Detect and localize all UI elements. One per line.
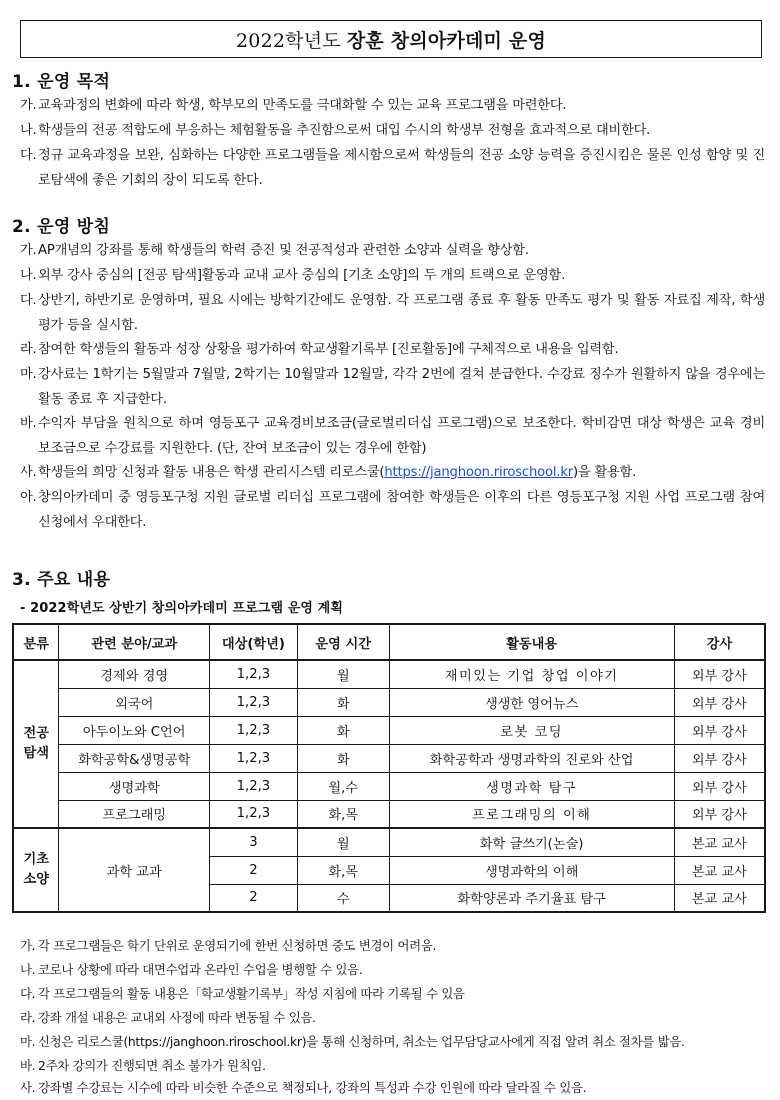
field-cell: 생명과학 (59, 772, 210, 800)
activity-cell: 화학공학과 생명과학의 진로와 산업 (389, 744, 674, 772)
note-marker: 사. (20, 1080, 36, 1095)
item-text (38, 461, 765, 486)
title-text: 장훈 창의아카데미 운영 (346, 29, 546, 52)
table-row (13, 688, 765, 716)
purpose-item (20, 119, 765, 144)
item-text: 외부 강사 중심의 [전공 탐색]활동과 교내 교사 중심의 [기초 소양]의 두 개의 트랙으로 운영함. (38, 268, 566, 283)
time-cell: 화,목 (297, 800, 389, 828)
grade-cell: 2 (210, 856, 298, 884)
header-cell: 운영 시간 (297, 624, 389, 660)
table-row (13, 716, 765, 744)
item-text: 교육과정의 변화에 따라 학생, 학부모의 만족도를 극대화할 수 있는 교육 프로그램을 마련한다. (38, 98, 567, 113)
section-1-heading: 1. 운영 목적 (12, 72, 111, 92)
field-cell: 화학공학&생명공학 (59, 744, 210, 772)
document-title-box (20, 20, 762, 58)
note-item (20, 1076, 765, 1100)
item-marker: 사. (20, 465, 37, 480)
item-marker: 바. (20, 416, 37, 431)
note-item (20, 958, 765, 982)
category-cell (13, 660, 59, 828)
field-cell: 경제와 경영 (59, 660, 210, 688)
time-cell: 화 (297, 688, 389, 716)
instructor-cell: 본교 교사 (674, 856, 765, 884)
note-marker: 바. (20, 1058, 36, 1073)
time-cell: 화,목 (297, 856, 389, 884)
instructor-cell: 외부 강사 (674, 688, 765, 716)
riroschool-link[interactable]: https://janghoon.riroschool.kr (384, 465, 573, 480)
item-text: 창의아카데미 중 영등포구청 지원 글로벌 리더십 프로그램에 참여한 학생들은 이후의 다른 영등포구청 지원 사업 프로그램 참여 신청에서 우대한다. (38, 490, 765, 530)
grade-cell: 1,2,3 (210, 744, 298, 772)
policy-item (20, 264, 765, 289)
note-text: 2주차 강의가 진행되면 취소 불가가 원칙임. (38, 1058, 266, 1073)
item-text: 학생들의 전공 적합도에 부응하는 체험활동을 추진함으로써 대입 수시의 학생부 전형을 효과적으로 대비한다. (38, 123, 651, 138)
activity-cell: 생명과학의 이해 (389, 856, 674, 884)
time-cell: 화 (297, 744, 389, 772)
policy-item (20, 239, 765, 264)
policy-item (20, 289, 765, 338)
note-item (20, 1030, 765, 1054)
note-marker: 마. (20, 1034, 36, 1049)
activity-cell: 로봇 코딩 (389, 716, 674, 744)
category-label: 기초 소양 (23, 852, 49, 887)
table-row (13, 744, 765, 772)
note-marker: 다. (20, 986, 36, 1001)
field-cell: 프로그래밍 (59, 800, 210, 828)
grade-cell: 1,2,3 (210, 800, 298, 828)
time-cell: 월 (297, 828, 389, 856)
note-text: 코로나 상황에 따라 대면수업과 온라인 수업을 병행할 수 있음. (38, 962, 363, 977)
purpose-item (20, 144, 765, 193)
note-item (20, 934, 765, 958)
grade-cell: 1,2,3 (210, 716, 298, 744)
item-text: 강사료는 1학기는 5월말과 7월말, 2학기는 10월말과 12월말, 각각 2번에 걸쳐 분급한다. 수강료 징수가 원활하지 않을 경우에는 활동 종료 후 지급한다. (38, 367, 765, 407)
note-text: 강좌 개설 내용은 교내외 사정에 따라 변동될 수 있음. (38, 1010, 316, 1025)
field-cell: 과학 교과 (59, 828, 210, 912)
item-text: 상반기, 하반기로 운영하며, 필요 시에는 방학기간에도 운영함. 각 프로그램 종료 후 활동 만족도 평가 및 활동 자료집 제작, 학생 평가 등을 실시함. (38, 293, 765, 333)
header-cell: 분류 (13, 624, 59, 660)
item-marker: 가. (20, 98, 37, 113)
item-text-before: 학생들의 희망 신청과 활동 내용은 학생 관리시스템 리로스쿨( (38, 465, 385, 480)
activity-cell: 화학양론과 주기율표 탐구 (389, 884, 674, 912)
item-marker: 다. (20, 293, 37, 308)
note-text: 각 프로그램들은 학기 단위로 운영되기에 한번 신청하면 중도 변경이 어려움. (38, 938, 437, 953)
table-header-row (13, 624, 765, 660)
activity-cell: 프로그래밍의 이해 (389, 800, 674, 828)
purpose-item (20, 94, 765, 119)
header-cell: 강사 (674, 624, 765, 660)
header-cell: 활동내용 (389, 624, 674, 660)
policy-item (20, 363, 765, 412)
grade-cell: 1,2,3 (210, 688, 298, 716)
item-text-after: )을 활용함. (572, 465, 637, 480)
program-table (12, 623, 766, 913)
item-text: 참여한 학생들의 활동과 성장 상황을 평가하여 학교생활기록부 [진로활동]에 구체적으로 내용을 입력함. (38, 342, 619, 357)
note-item (20, 1006, 765, 1030)
table-row (13, 660, 765, 688)
section-3-heading: 3. 주요 내용 (12, 570, 111, 590)
grade-cell: 3 (210, 828, 298, 856)
table-row (13, 828, 765, 856)
note-marker: 라. (20, 1010, 36, 1025)
item-marker: 나. (20, 123, 37, 138)
item-text: 정규 교육과정을 보완, 심화하는 다양한 프로그램들을 제시함으로써 학생들의 전공 소양 능력을 증진시킴은 물론 인성 함양 및 진로탐색에 좋은 기회의 장이 되도록 한다. (38, 148, 765, 188)
instructor-cell: 본교 교사 (674, 884, 765, 912)
field-cell: 아두이노와 C언어 (59, 716, 210, 744)
item-marker: 라. (20, 342, 37, 357)
item-marker: 나. (20, 268, 37, 283)
instructor-cell: 외부 강사 (674, 660, 765, 688)
category-cell (13, 828, 59, 912)
note-text: 각 프로그램들의 활동 내용은「학교생활기록부」작성 지침에 따라 기록될 수 있음 (38, 986, 465, 1001)
grade-cell: 1,2,3 (210, 660, 298, 688)
instructor-cell: 외부 강사 (674, 772, 765, 800)
item-marker: 다. (20, 148, 37, 163)
item-marker: 마. (20, 367, 37, 382)
policy-item (20, 486, 765, 535)
table-row (13, 800, 765, 828)
item-text: 수익자 부담을 원칙으로 하며 영등포구 교육경비보조금(글로벌리더십 프로그램)으로 보조한다. 학비감면 대상 학생은 교육 경비 보조금으로 수강료를 지원한다. (단, 잔여 보조금이 있는 경우에 한함) (38, 416, 765, 456)
section-2-heading: 2. 운영 방침 (12, 217, 111, 237)
policy-item (20, 412, 765, 461)
grade-cell: 2 (210, 884, 298, 912)
instructor-cell: 외부 강사 (674, 744, 765, 772)
time-cell: 수 (297, 884, 389, 912)
note-marker: 나. (20, 962, 36, 977)
time-cell: 화 (297, 716, 389, 744)
policy-item (20, 338, 765, 363)
instructor-cell: 외부 강사 (674, 716, 765, 744)
note-text: 강좌별 수강료는 시수에 따라 비슷한 수준으로 책정되나, 강좌의 특성과 수강 인원에 따라 달라질 수 있음. (38, 1080, 587, 1095)
field-cell: 외국어 (59, 688, 210, 716)
activity-cell: 생명과학 탐구 (389, 772, 674, 800)
table-row (13, 772, 765, 800)
item-marker: 아. (20, 490, 37, 505)
grade-cell: 1,2,3 (210, 772, 298, 800)
time-cell: 월 (297, 660, 389, 688)
item-marker: 가. (20, 243, 37, 258)
item-text: AP개념의 강좌를 통해 학생들의 학력 증진 및 전공적성과 관련한 소양과 실력을 향상함. (38, 243, 529, 258)
instructor-cell: 본교 교사 (674, 828, 765, 856)
note-item (20, 982, 765, 1006)
note-marker: 가. (20, 938, 36, 953)
activity-cell: 재미있는 기업 창업 이야기 (389, 660, 674, 688)
policy-item (20, 461, 765, 486)
header-cell: 관련 분야/교과 (59, 624, 210, 660)
table-caption: - 2022학년도 상반기 창의아카데미 프로그램 운영 계획 (20, 601, 343, 616)
header-cell: 대상(학년) (210, 624, 298, 660)
note-item (20, 1054, 765, 1078)
activity-cell: 화학 글쓰기(논술) (389, 828, 674, 856)
instructor-cell: 외부 강사 (674, 800, 765, 828)
activity-cell: 생생한 영어뉴스 (389, 688, 674, 716)
time-cell: 월,수 (297, 772, 389, 800)
note-text: 신청은 리로스쿨(https://janghoon.riroschool.kr)을 통해 신청하며, 취소는 업무담당교사에게 직접 알려 취소 절차를 밟음. (38, 1034, 685, 1049)
title-year: 2022학년도 (236, 29, 341, 52)
category-label: 전공 탐색 (23, 726, 49, 761)
